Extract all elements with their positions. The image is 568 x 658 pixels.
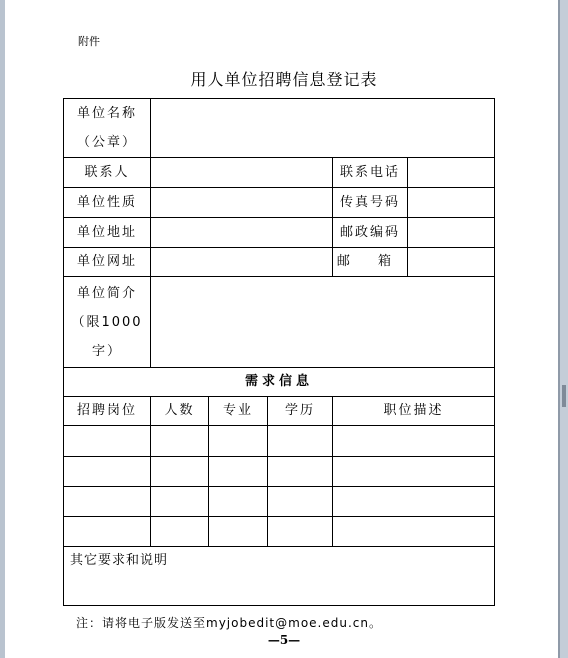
intro-limit-unit: 字） xyxy=(91,343,122,359)
position-cell[interactable] xyxy=(64,457,151,487)
unit-website-field[interactable] xyxy=(151,248,333,277)
window-right-border xyxy=(558,0,560,658)
unit-name-label-cell xyxy=(64,99,151,158)
contact-phone-label: 联系电话 xyxy=(333,158,408,188)
unit-nature-label: 单位性质 xyxy=(64,188,151,218)
email-label: 邮 箱 xyxy=(333,248,408,277)
col-header-job-description: 职位描述 xyxy=(333,397,495,426)
unit-nature-field[interactable] xyxy=(151,188,333,218)
major-cell[interactable] xyxy=(209,487,268,517)
demand-section-header: 需求信息 xyxy=(64,368,495,397)
col-header-education: 学历 xyxy=(268,397,333,426)
unit-name-label: 单位名称 xyxy=(76,106,137,121)
col-header-major: 专业 xyxy=(209,397,268,426)
attachment-label: 附件 xyxy=(78,35,100,48)
contact-person-label: 联系人 xyxy=(64,158,151,188)
email-field[interactable] xyxy=(408,248,495,277)
unit-website-label: 单位网址 xyxy=(64,248,151,277)
unit-intro-label: 单位简介 xyxy=(76,285,137,301)
headcount-cell[interactable] xyxy=(151,426,209,457)
scrollbar-track[interactable] xyxy=(560,0,568,658)
submission-note: 注：请将电子版发送至myjobedit@moe.edu.cn。 xyxy=(76,616,382,630)
unit-name-field[interactable] xyxy=(151,99,495,158)
education-cell[interactable] xyxy=(268,487,333,517)
job-description-cell[interactable] xyxy=(333,487,495,517)
unit-intro-label-cell xyxy=(64,277,151,368)
headcount-cell[interactable] xyxy=(151,457,209,487)
major-cell[interactable] xyxy=(209,517,268,547)
scrollbar-thumb[interactable] xyxy=(562,385,566,407)
position-cell[interactable] xyxy=(64,517,151,547)
other-requirements-label: 其它要求和说明 xyxy=(70,553,169,568)
position-cell[interactable] xyxy=(64,426,151,457)
official-seal-label: （公章） xyxy=(76,135,137,150)
registration-form-table xyxy=(63,98,495,606)
headcount-cell[interactable] xyxy=(151,517,209,547)
fax-number-field[interactable] xyxy=(408,188,495,218)
unit-address-field[interactable] xyxy=(151,218,333,248)
job-description-cell[interactable] xyxy=(333,426,495,457)
unit-address-label: 单位地址 xyxy=(64,218,151,248)
col-header-headcount: 人数 xyxy=(151,397,209,426)
education-cell[interactable] xyxy=(268,517,333,547)
job-description-cell[interactable] xyxy=(333,517,495,547)
table-row xyxy=(64,487,495,517)
major-cell[interactable] xyxy=(209,457,268,487)
major-cell[interactable] xyxy=(209,426,268,457)
col-header-position: 招聘岗位 xyxy=(64,397,151,426)
postal-code-field[interactable] xyxy=(408,218,495,248)
window-left-edge xyxy=(0,0,5,658)
unit-intro-field[interactable] xyxy=(151,277,495,368)
intro-limit-label: （限1000 xyxy=(71,314,143,330)
other-requirements-field[interactable] xyxy=(64,547,495,606)
page-number: —5— xyxy=(267,633,301,647)
position-cell[interactable] xyxy=(64,487,151,517)
table-row xyxy=(64,517,495,547)
education-cell[interactable] xyxy=(268,457,333,487)
job-description-cell[interactable] xyxy=(333,457,495,487)
contact-phone-field[interactable] xyxy=(408,158,495,188)
fax-number-label: 传真号码 xyxy=(333,188,408,218)
education-cell[interactable] xyxy=(268,426,333,457)
contact-person-field[interactable] xyxy=(151,158,333,188)
form-title: 用人单位招聘信息登记表 xyxy=(190,70,378,89)
table-row xyxy=(64,457,495,487)
table-row xyxy=(64,426,495,457)
headcount-cell[interactable] xyxy=(151,487,209,517)
postal-code-label: 邮政编码 xyxy=(333,218,408,248)
